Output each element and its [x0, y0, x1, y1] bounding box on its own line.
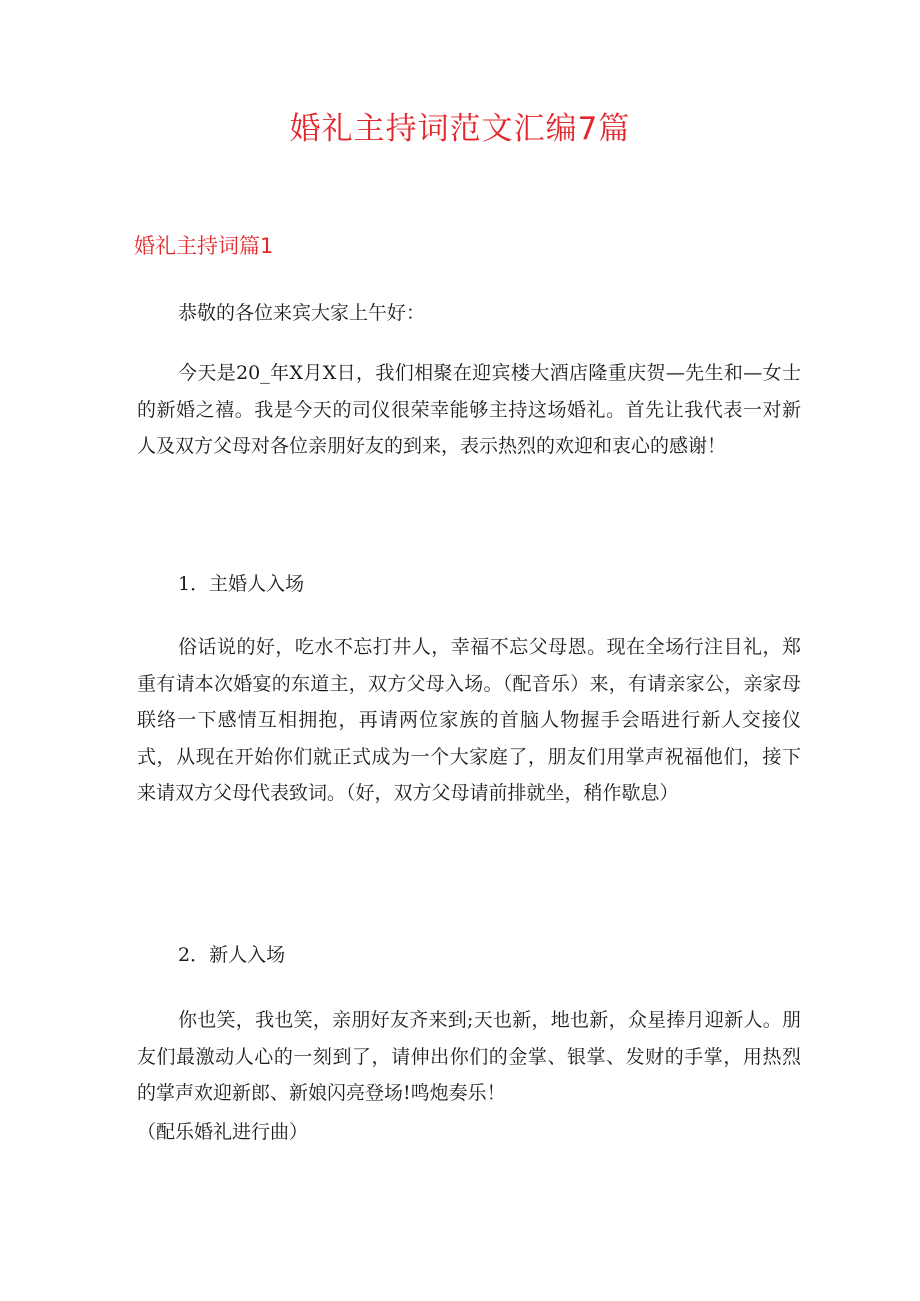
paragraph-greeting: 恭敬的各位来宾大家上午好：: [178, 302, 426, 324]
document-title: 婚礼主持词范文汇编7篇: [289, 111, 631, 147]
paragraph-step-2-title: 2．新人入场: [178, 944, 286, 966]
paragraph-step-1-title: 1．主婚人入场: [178, 573, 305, 595]
paragraph-music-note: （配乐婚礼进行曲）: [137, 1121, 309, 1143]
paragraph-opening: 今天是20_年X月X日，我们相聚在迎宾楼大酒店隆重庆贺—先生和—女士的新婚之禧。我是今天的司仪很荣幸能够主持这场婚礼。首先让我代表一对新人及双方父母对各位亲朋好友的到来，表示热烈的欢迎和衷心的感谢！: [137, 362, 801, 457]
paragraph-step-2-body: 你也笑，我也笑，亲朋好友齐来到;天也新，地也新，众星捧月迎新人。朋友们最激动人心的一刻到了，请伸出你们的金掌、银掌、发财的手掌，用热烈的掌声欢迎新郎、新娘闪亮登场!鸣炮奏乐！: [137, 1009, 801, 1104]
section-heading: 婚礼主持词篇1: [134, 234, 274, 258]
paragraph-step-1-body: 俗话说的好，吃水不忘打井人，幸福不忘父母恩。现在全场行注目礼，郑重有请本次婚宴的东道主，双方父母入场。（配音乐）来，有请亲家公，亲家母联络一下感情互相拥抱，再请两位家族的首脑人物握手会晤进行新人交接仪式，从现在开始你们就正式成为一个大家庭了，朋友们用掌声祝福他们，接下来请双方父母代表致词。（好，双方父母请前排就坐，稍作歇息）: [137, 636, 801, 804]
